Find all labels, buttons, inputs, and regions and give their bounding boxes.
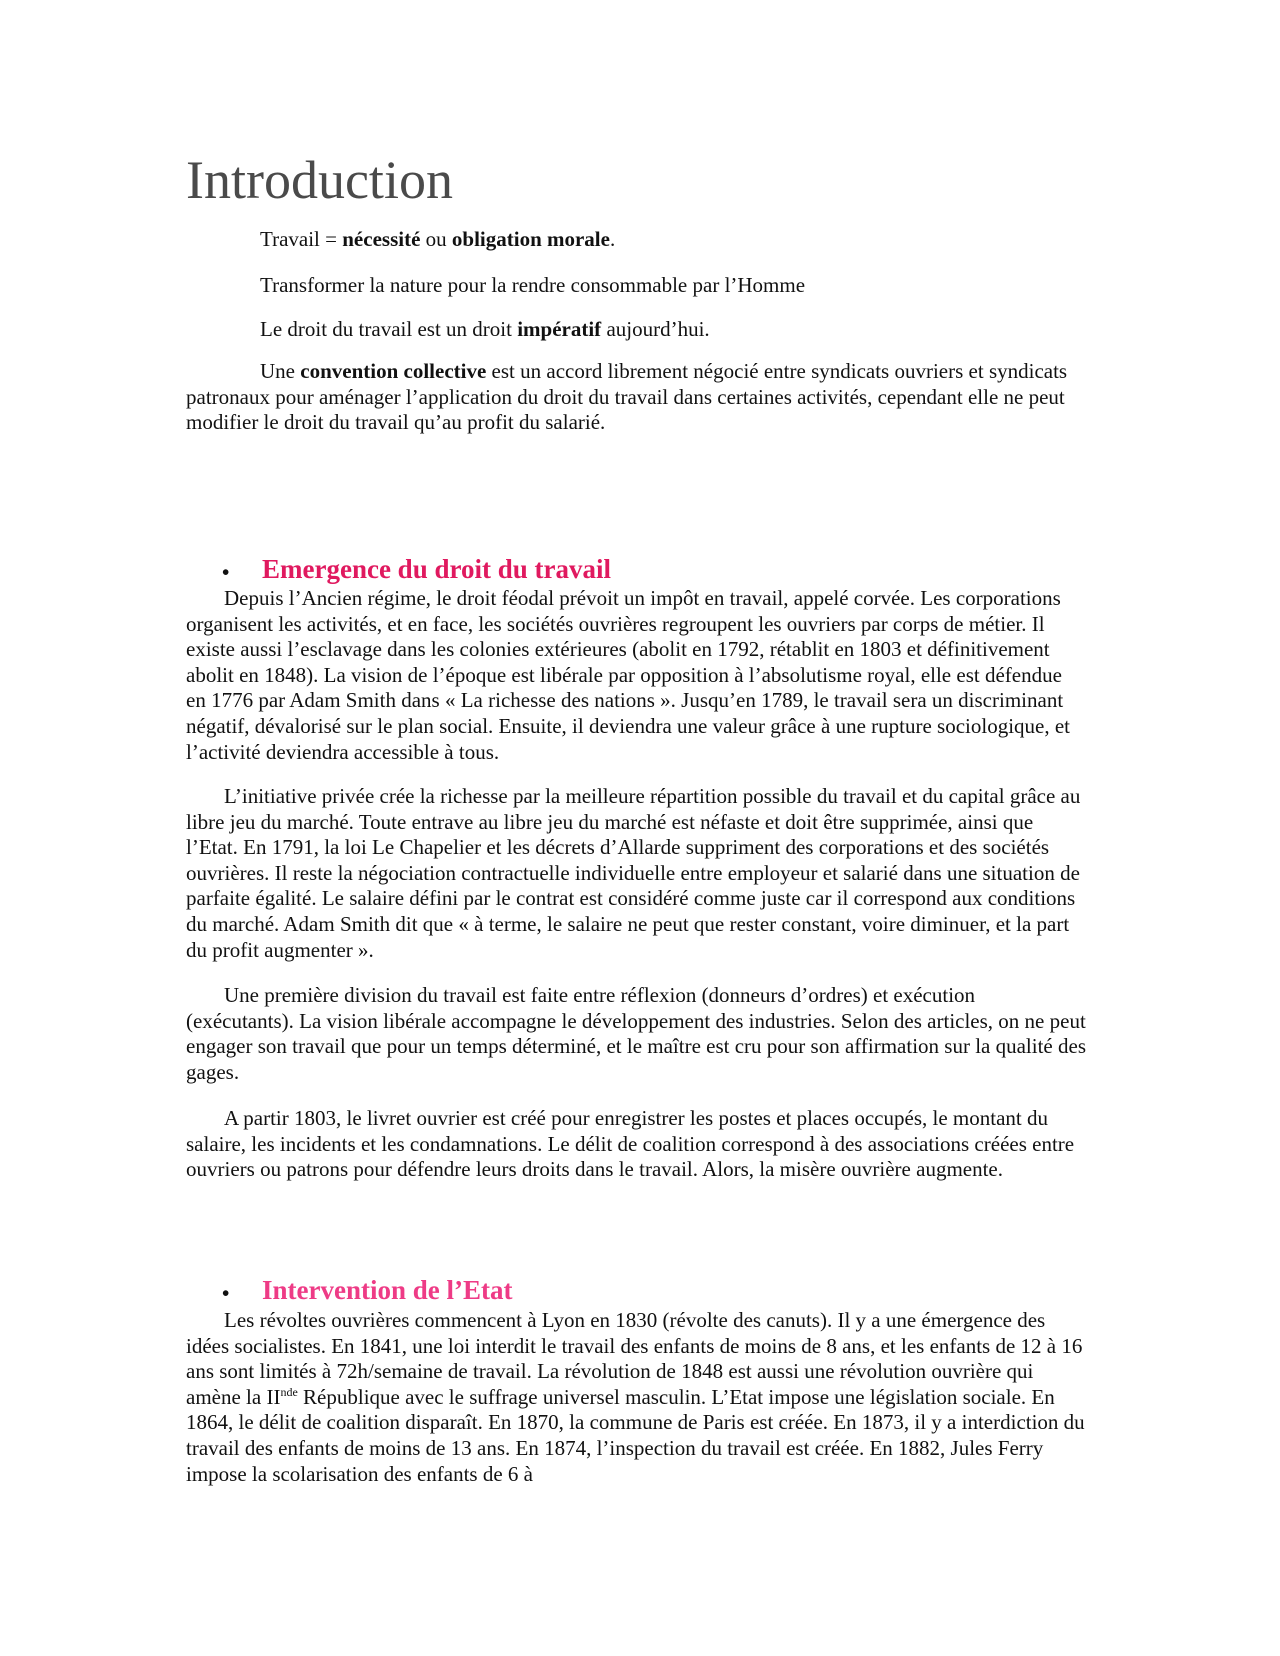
intro-text: .: [609, 227, 616, 251]
intro-line-transformer: Transformer la nature pour la rendre consommable par l’Homme: [260, 273, 806, 297]
bullet-icon: •: [222, 559, 230, 584]
paragraph-text: République avec le suffrage universel masculin. L’Etat impose une législation sociale. En 1864, le délit de coalition disparaît. En 1870, la commune de Paris est créée. En 1873, il y a interdiction du travail des enfants de moins de 13 ans. En 1874, l’inspection du travail est créée. En 1882, Jules Ferry impose la scolarisation des enfants de 6 à: [186, 1384, 1085, 1486]
intro-text: Une: [260, 359, 301, 383]
intro-text: aujourd’hui.: [601, 317, 710, 341]
section-heading-intervention: [186, 1273, 512, 1310]
paragraph-text: Les révoltes ouvrières commencent à Lyon en 1830 (révolte des canuts). Il y a une émergence des idées socialistes. En 1841, une loi interdit le travail des enfants de moins de 8 ans, et les enfants de 12 à 16 ans sont limités à 72h/semaine de travail. La révolution de 1848 est aussi une révolution ouvrière qui amène la II: [186, 1308, 1083, 1409]
paragraph: Depuis l’Ancien régime, le droit féodal prévoit un impôt en travail, appelé corvée. Les corporations organisent les activités, et en face, les sociétés ouvrières regroupent les ouvriers par corps de métier. Il existe aussi l’esclavage dans les colonies extérieures (abolit en 1792, rétablit en 1803 et définitivement abolit en 1848). La vision de l’époque est libérale par opposition à l’absolutisme royal, elle est défendue en 1776 par Adam Smith dans « La richesse des nations ». Jusqu’en 1789, le travail sera un discriminant négatif, dévalorisé sur le plan social. Ensuite, il deviendra une valeur grâce à une rupture sociologique, et l’activité deviendra accessible à tous.: [186, 586, 1071, 764]
paragraph: A partir 1803, le livret ouvrier est créé pour enregistrer les postes et places occupés, le montant du salaire, les incidents et les condamnations. Le délit de coalition correspond à des associations créées entre ouvriers ou patrons pour défendre leurs droits dans le travail. Alors, la misère ouvrière augmente.: [186, 1106, 1075, 1182]
intro-bold-text: impératif: [517, 317, 602, 341]
paragraph: [186, 1308, 1086, 1487]
superscript: nde: [280, 1384, 298, 1399]
bullet-icon: •: [222, 1280, 230, 1305]
section-heading-text: Intervention de l’Etat: [262, 1275, 513, 1305]
page-title: Introduction: [186, 150, 453, 210]
intro-text: Travail =: [260, 227, 343, 251]
intro-text: est un accord librement négocié entre syndicats ouvriers et syndicats patronaux pour aménager l’application du droit du travail dans certaines activités, cependant elle ne peut modifier le droit du travail qu’au profit du salarié.: [186, 359, 1068, 435]
intro-line-droit: [260, 316, 710, 342]
intro-line-travail: [260, 226, 615, 252]
section-heading-text: Emergence du droit du travail: [262, 554, 611, 584]
section-heading-emergence: [186, 552, 611, 589]
intro-bold-text: obligation morale: [451, 227, 610, 251]
paragraph: L’initiative privée crée la richesse par la meilleure répartition possible du travail et du capital grâce au libre jeu du marché. Toute entrave au libre jeu du marché est néfaste et doit être supprimée, ainsi que l’Etat. En 1791, la loi Le Chapelier et les décrets d’Allarde suppriment des corporations et des sociétés ouvrières. Il reste la négociation contractuelle individuelle entre employeur et salarié dans une situation de parfaite égalité. Le salaire défini par le contrat est considéré comme juste car il correspond aux conditions du marché. Adam Smith dit que « à terme, le salaire ne peut que rester constant, voire diminuer, et la part du profit augmenter ».: [186, 784, 1081, 962]
intro-text: ou: [420, 227, 452, 251]
intro-paragraph-convention: [186, 359, 1086, 436]
paragraph: Une première division du travail est faite entre réflexion (donneurs d’ordres) et exécution (exécutants). La vision libérale accompagne le développement des industries. Selon des articles, on ne peut engager son travail que pour un temps déterminé, et le maître est cru pour son affirmation sur la qualité des gages.: [186, 983, 1086, 1084]
intro-bold-text: convention collective: [300, 359, 487, 383]
intro-bold-text: nécessité: [342, 227, 421, 251]
intro-text: Le droit du travail est un droit: [260, 317, 518, 341]
